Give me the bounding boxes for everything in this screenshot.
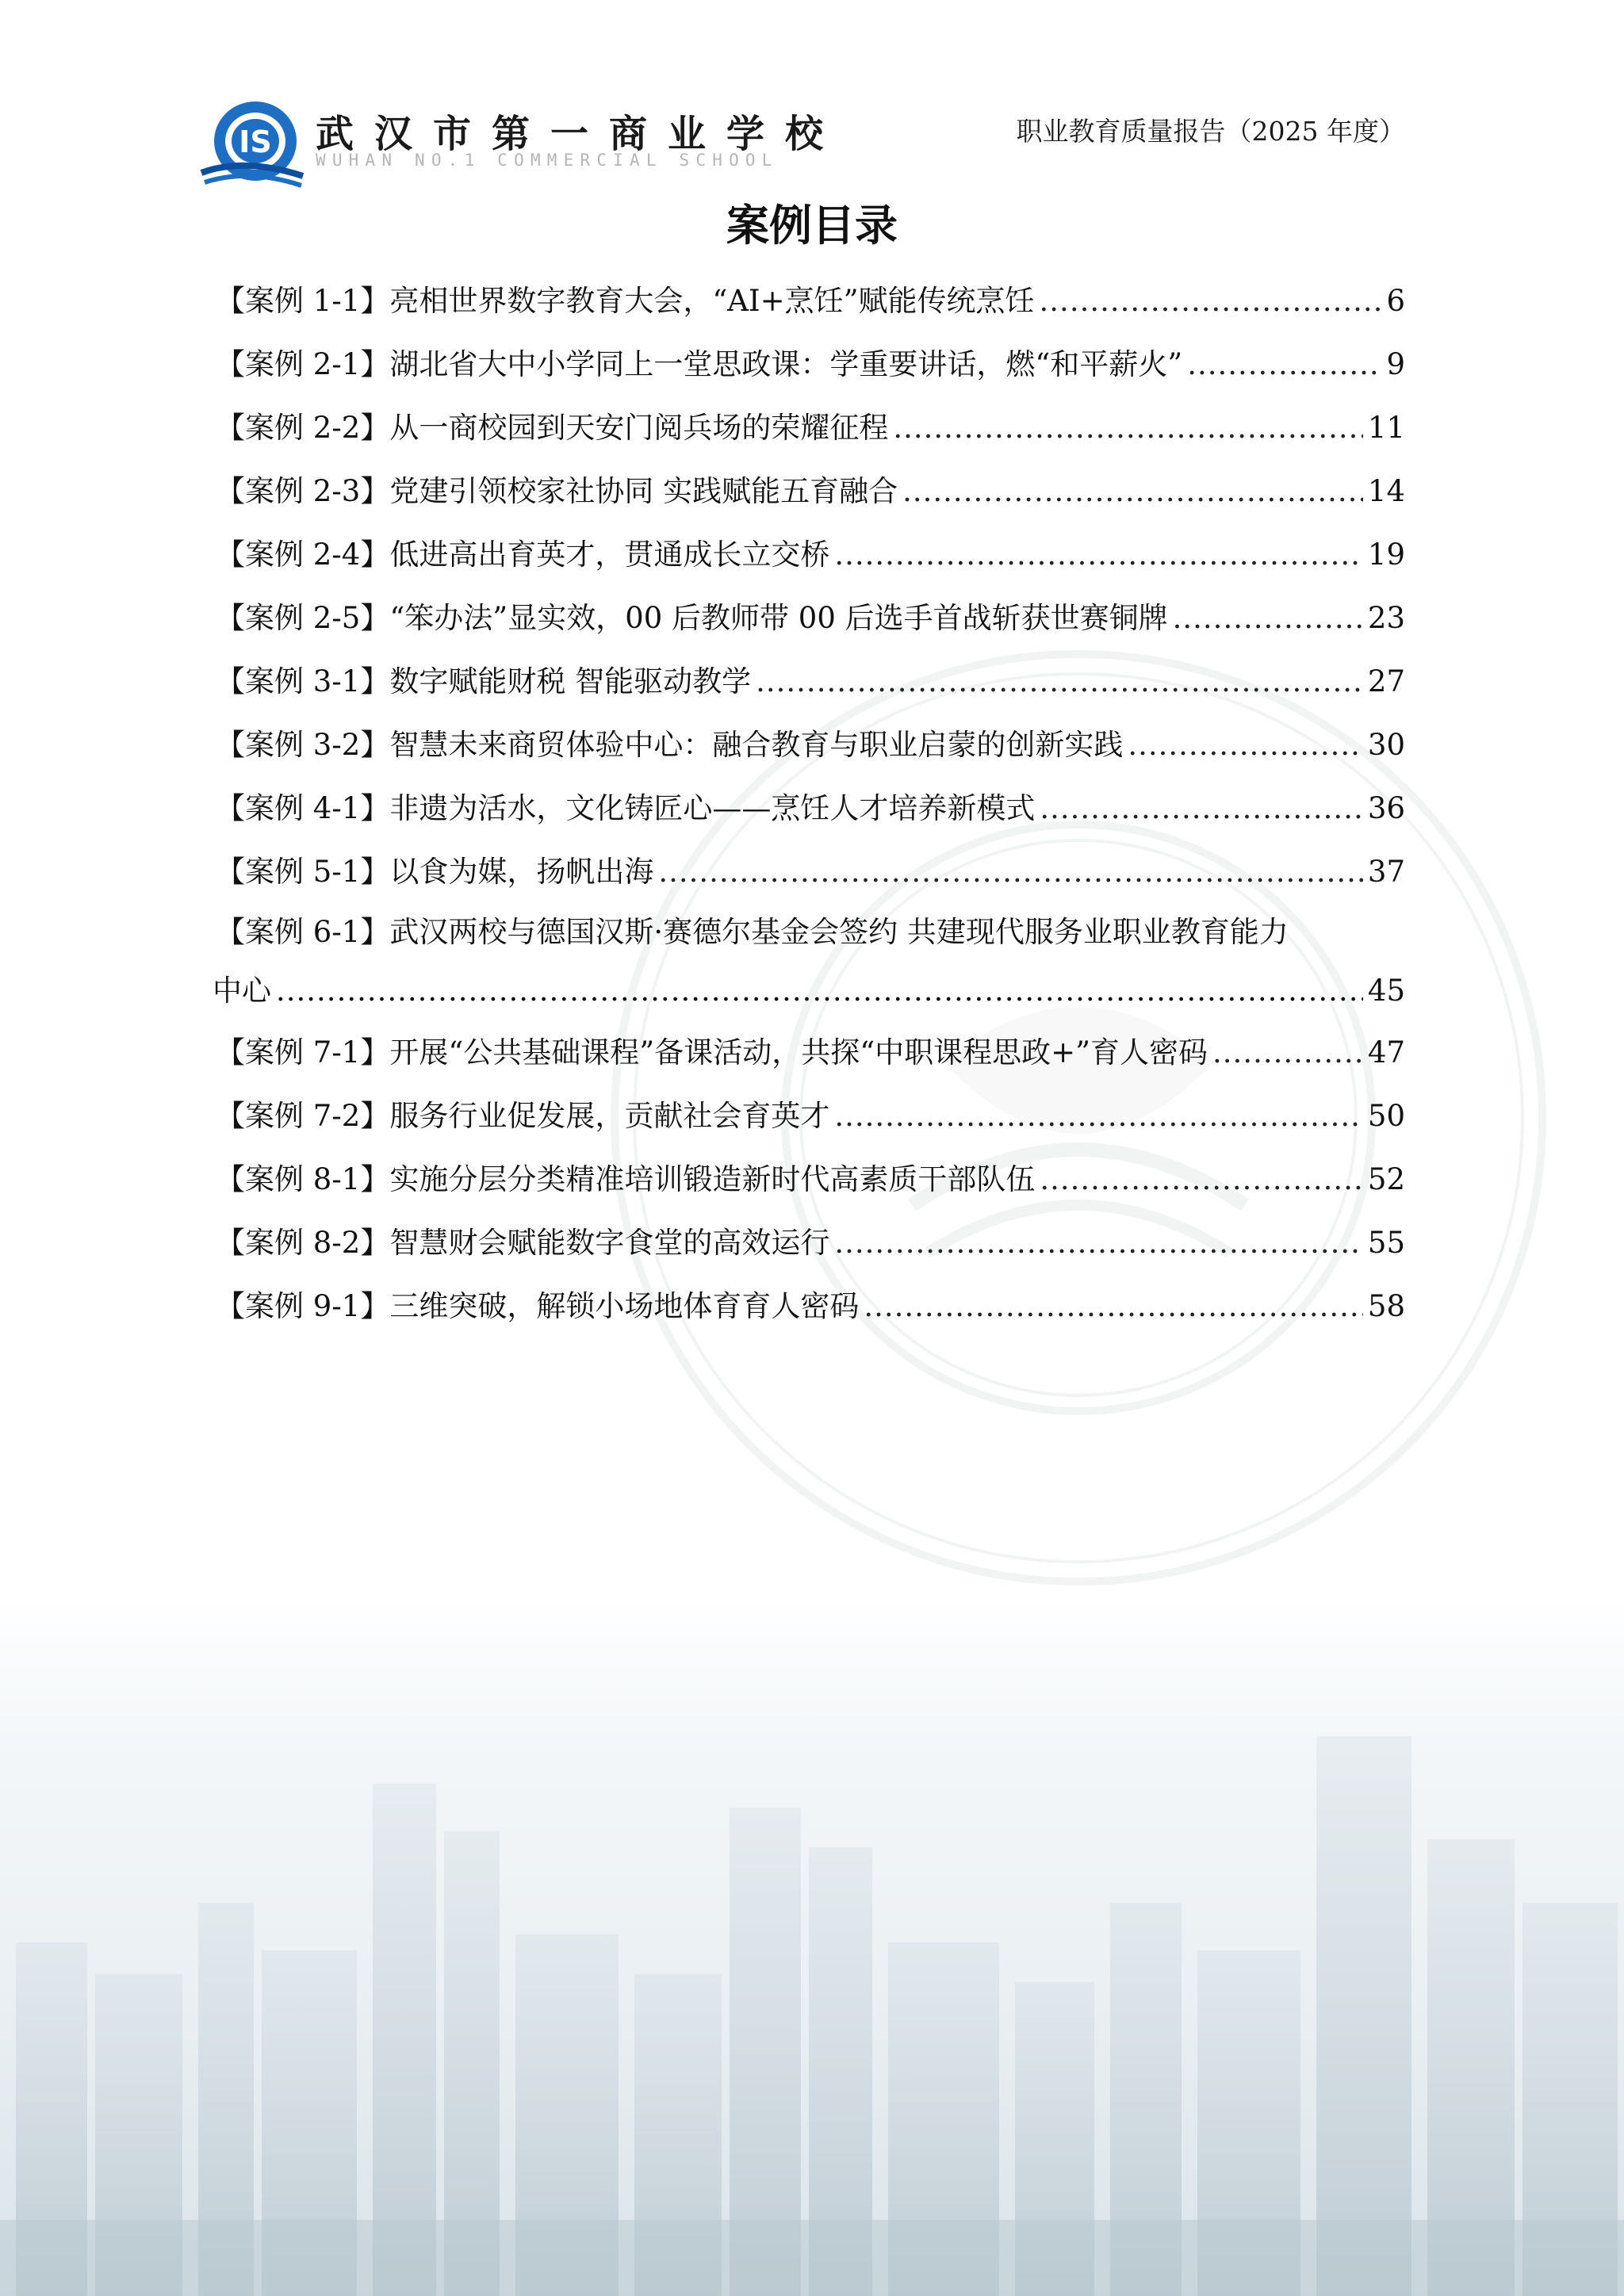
toc-entry-label: 【案例 2-3】党建引领校家社协同 实践赋能五育融合 bbox=[216, 474, 898, 508]
toc-page-number: 52 bbox=[1367, 1162, 1405, 1196]
toc-leader-dots bbox=[893, 396, 1363, 460]
toc-entry-label: 【案例 6-1】武汉两校与德国汉斯·赛德尔基金会签约 共建现代服务业职业教育能力 bbox=[216, 915, 1289, 949]
toc-entry[interactable] bbox=[216, 1148, 1405, 1211]
page-header bbox=[0, 0, 1624, 190]
toc-leader-dots bbox=[1187, 333, 1381, 396]
toc-entry-label: 【案例 8-2】智慧财会赋能数字食堂的高效运行 bbox=[216, 1226, 830, 1260]
toc-leader-dots bbox=[834, 1085, 1363, 1148]
school-seal-logo-icon bbox=[197, 100, 308, 189]
toc-page-number: 36 bbox=[1367, 791, 1405, 825]
toc-page-number: 58 bbox=[1367, 1289, 1405, 1323]
toc-entry[interactable] bbox=[216, 714, 1405, 777]
toc-leader-dots bbox=[902, 460, 1363, 523]
report-title: 职业教育质量报告（2025 年度） bbox=[1016, 116, 1405, 147]
city-skyline-background bbox=[0, 1601, 1624, 2296]
toc-leader-dots bbox=[834, 523, 1363, 587]
toc-leader-dots bbox=[1173, 587, 1363, 650]
toc-entry-label: 【案例 5-1】以食为媒，扬帆出海 bbox=[216, 855, 654, 889]
toc-page-number: 27 bbox=[1367, 664, 1405, 698]
toc-leader-dots bbox=[1040, 270, 1382, 333]
toc-page-number: 6 bbox=[1386, 284, 1405, 318]
toc-entry-label: 【案例 7-1】开展“公共基础课程”备课活动，共探“中职课程思政+”育人密码 bbox=[216, 1035, 1208, 1070]
toc-leader-dots bbox=[834, 1211, 1363, 1275]
toc-leader-dots bbox=[756, 650, 1363, 714]
toc-entry-label: 【案例 7-2】服务行业促发展，贡献社会育英才 bbox=[216, 1099, 830, 1133]
toc-entry-label: 【案例 3-1】数字赋能财税 智能驱动教学 bbox=[216, 664, 752, 698]
page-title: 案例目录 bbox=[726, 201, 898, 251]
toc-page-number: 50 bbox=[1367, 1099, 1405, 1133]
toc-entry[interactable] bbox=[216, 460, 1405, 523]
toc-page-number: 30 bbox=[1367, 728, 1405, 762]
toc-entry-label: 【案例 2-4】低进高出育英才，贯通成长立交桥 bbox=[216, 538, 830, 572]
toc-leader-dots bbox=[276, 961, 1363, 1021]
toc-page-number: 14 bbox=[1367, 474, 1405, 508]
toc-entry[interactable] bbox=[216, 777, 1405, 840]
toc-entry[interactable] bbox=[216, 333, 1405, 396]
toc-entry[interactable] bbox=[216, 1021, 1405, 1085]
school-name-chinese: 武汉市第一商业学校 bbox=[316, 112, 845, 156]
toc-page-number: 45 bbox=[1367, 974, 1405, 1008]
toc-entry-label: 【案例 1-1】亮相世界数字教育大会，“AI+烹饪”赋能传统烹饪 bbox=[216, 284, 1035, 318]
toc-entry[interactable] bbox=[216, 650, 1405, 714]
toc-entry-label-continued: 中心 bbox=[213, 974, 271, 1008]
toc-page-number: 55 bbox=[1367, 1226, 1405, 1260]
toc-entry[interactable] bbox=[216, 270, 1405, 333]
toc-entry-label: 【案例 9-1】三维突破，解锁小场地体育育人密码 bbox=[216, 1289, 860, 1323]
toc-entry[interactable] bbox=[216, 1211, 1405, 1275]
toc-entry-label: 【案例 2-1】湖北省大中小学同上一堂思政课：学重要讲话，燃“和平薪火” bbox=[216, 347, 1183, 381]
toc-leader-dots bbox=[1040, 777, 1363, 840]
toc-entry[interactable] bbox=[216, 1275, 1405, 1338]
toc-page-number: 23 bbox=[1367, 601, 1405, 635]
toc-leader-dots bbox=[1212, 1021, 1363, 1085]
toc-entry[interactable] bbox=[213, 904, 1405, 1021]
toc-entry-label: 【案例 3-2】智慧未来商贸体验中心：融合教育与职业启蒙的创新实践 bbox=[216, 728, 1124, 762]
toc-leader-dots bbox=[1040, 1148, 1363, 1211]
toc-entry[interactable] bbox=[216, 396, 1405, 460]
toc-entry-label: 【案例 8-1】实施分层分类精准培训锻造新时代高素质干部队伍 bbox=[216, 1162, 1036, 1196]
toc-page-number: 47 bbox=[1367, 1035, 1405, 1070]
toc-entry[interactable] bbox=[216, 523, 1405, 587]
toc-entry-label: 【案例 4-1】非遗为活水，文化铸匠心——烹饪人才培养新模式 bbox=[216, 791, 1036, 825]
table-of-contents bbox=[213, 270, 1405, 1338]
toc-entry[interactable] bbox=[216, 587, 1405, 650]
toc-entry[interactable] bbox=[216, 1085, 1405, 1148]
toc-page-number: 37 bbox=[1367, 855, 1405, 889]
toc-entry[interactable] bbox=[216, 840, 1405, 904]
toc-entry-label: 【案例 2-5】“笨办法”显实效，00 后教师带 00 后选手首战斩获世赛铜牌 bbox=[216, 601, 1168, 635]
toc-entry-label: 【案例 2-2】从一商校园到天安门阅兵场的荣耀征程 bbox=[216, 411, 889, 445]
toc-page-number: 19 bbox=[1367, 538, 1405, 572]
school-name-english: WUHAN NO.1 COMMERCIAL SCHOOL bbox=[316, 151, 779, 170]
toc-page-number: 11 bbox=[1367, 411, 1405, 445]
toc-leader-dots bbox=[864, 1275, 1363, 1338]
toc-leader-dots bbox=[658, 840, 1363, 904]
toc-leader-dots bbox=[1128, 714, 1363, 777]
toc-page-number: 9 bbox=[1386, 347, 1405, 381]
svg-text:IS: IS bbox=[239, 124, 272, 159]
